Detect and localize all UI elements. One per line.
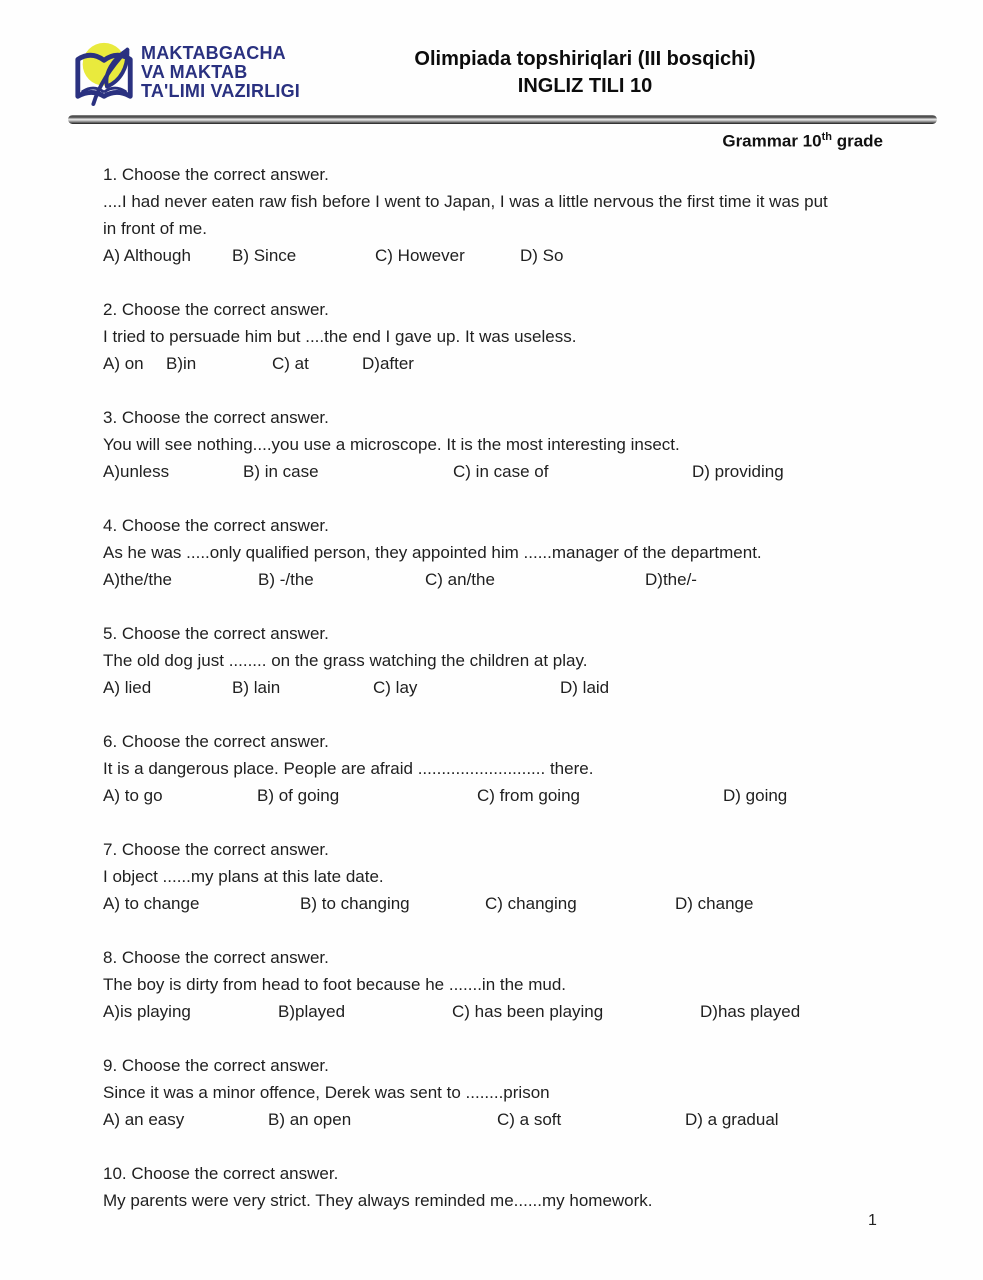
question-3 [103,404,903,485]
question-8 [103,944,903,1025]
option-a: A)is playing [103,1002,191,1021]
option-b: B) -/the [258,570,314,589]
option-a: A)unless [103,462,170,481]
section-heading-suffix: grade [831,131,883,151]
question-sentence: ....I had never eaten raw fish before I went to Japan, I was a little nervous the first time it was put [103,192,828,211]
question-6 [103,728,903,809]
question-2 [103,296,903,377]
option-b: B) Since [232,246,297,265]
option-b: B)in [166,354,197,373]
page-number: 1 [868,1212,877,1229]
option-b: B) an open [268,1110,352,1129]
option-c: C) an/the [425,570,495,589]
answer-options [103,1106,903,1133]
answer-options [103,782,903,809]
question-heading: 8. Choose the correct answer. [103,948,329,967]
option-b: B) lain [232,678,281,697]
ministry-logo-text [141,44,300,101]
question-10 [103,1160,903,1214]
question-heading: 6. Choose the correct answer. [103,732,329,751]
question-4 [103,512,903,593]
answer-options [103,998,903,1025]
question-heading: 10. Choose the correct answer. [103,1164,339,1183]
document-title [355,46,815,100]
ministry-logo-icon [72,37,138,109]
option-b: B)played [278,1002,346,1021]
option-c: C) from going [477,786,580,805]
question-sentence: As he was .....only qualified person, they appointed him ......manager of the department. [103,543,762,562]
question-sentence: My parents were very strict. They always reminded me......my homework. [103,1191,653,1210]
option-b: B) to changing [300,894,410,913]
option-d: D) change [675,894,754,913]
option-d: D)after [362,354,414,373]
option-a: A) lied [103,678,152,697]
question-sentence: Since it was a minor offence, Derek was sent to ........prison [103,1083,550,1102]
option-a: A) on [103,354,144,373]
option-a: A)the/the [103,570,172,589]
option-c: C) a soft [497,1110,562,1129]
question-heading: 4. Choose the correct answer. [103,516,329,535]
question-sentence: The old dog just ........ on the grass watching the children at play. [103,651,588,670]
option-d: D) going [723,786,788,805]
section-heading-prefix: Grammar 10 [722,131,822,151]
document-title-line2: INGLIZ TILI 10 [517,75,653,97]
option-d: D) a gradual [685,1110,779,1129]
logo-text-line2: VA MAKTAB [141,62,248,82]
document-title-line1: Olimpiada topshiriqlari (III bosqichi) [414,48,756,70]
option-a: A) to go [103,786,163,805]
question-heading: 3. Choose the correct answer. [103,408,329,427]
question-sentence: I tried to persuade him but ....the end I gave up. It was useless. [103,327,577,346]
question-9 [103,1052,903,1133]
question-heading: 9. Choose the correct answer. [103,1056,329,1075]
option-a: A) an easy [103,1110,185,1129]
question-heading: 1. Choose the correct answer. [103,165,329,184]
question-1 [103,161,903,269]
questions-list [103,161,903,1241]
answer-options [103,566,903,593]
answer-options [103,350,903,377]
answer-options [103,674,903,701]
question-heading: 7. Choose the correct answer. [103,840,329,859]
option-b: B) of going [257,786,340,805]
option-c: C) has been playing [452,1002,604,1021]
option-d: D)has played [700,1002,801,1021]
question-heading: 5. Choose the correct answer. [103,624,329,643]
question-sentence: It is a dangerous place. People are afraid ........................... there. [103,759,594,778]
option-c: C) lay [373,678,418,697]
option-c: C) in case of [453,462,549,481]
question-7 [103,836,903,917]
question-heading: 2. Choose the correct answer. [103,300,329,319]
logo-text-line3: TA'LIMI VAZIRLIGI [141,81,300,101]
answer-options [103,458,903,485]
logo-text-line1: MAKTABGACHA [141,43,286,63]
option-d: D) providing [692,462,784,481]
option-c: C) However [375,246,465,265]
option-d: D) laid [560,678,610,697]
answer-options [103,890,903,917]
question-sentence: The boy is dirty from head to foot because he .......in the mud. [103,975,567,994]
header-divider [68,115,937,124]
option-c: C) at [272,354,309,373]
answer-options [103,242,903,269]
option-d: D) So [520,246,564,265]
option-a: A) Although [103,246,191,265]
question-sentence: You will see nothing....you use a microscope. It is the most interesting insect. [103,435,680,454]
option-b: B) in case [243,462,319,481]
question-sentence: I object ......my plans at this late date. [103,867,384,886]
question-5 [103,620,903,701]
section-heading-ordinal: th [821,131,832,143]
option-a: A) to change [103,894,200,913]
section-heading [103,131,883,152]
option-d: D)the/- [645,570,697,589]
question-sentence: in front of me. [103,219,207,238]
option-c: C) changing [485,894,577,913]
